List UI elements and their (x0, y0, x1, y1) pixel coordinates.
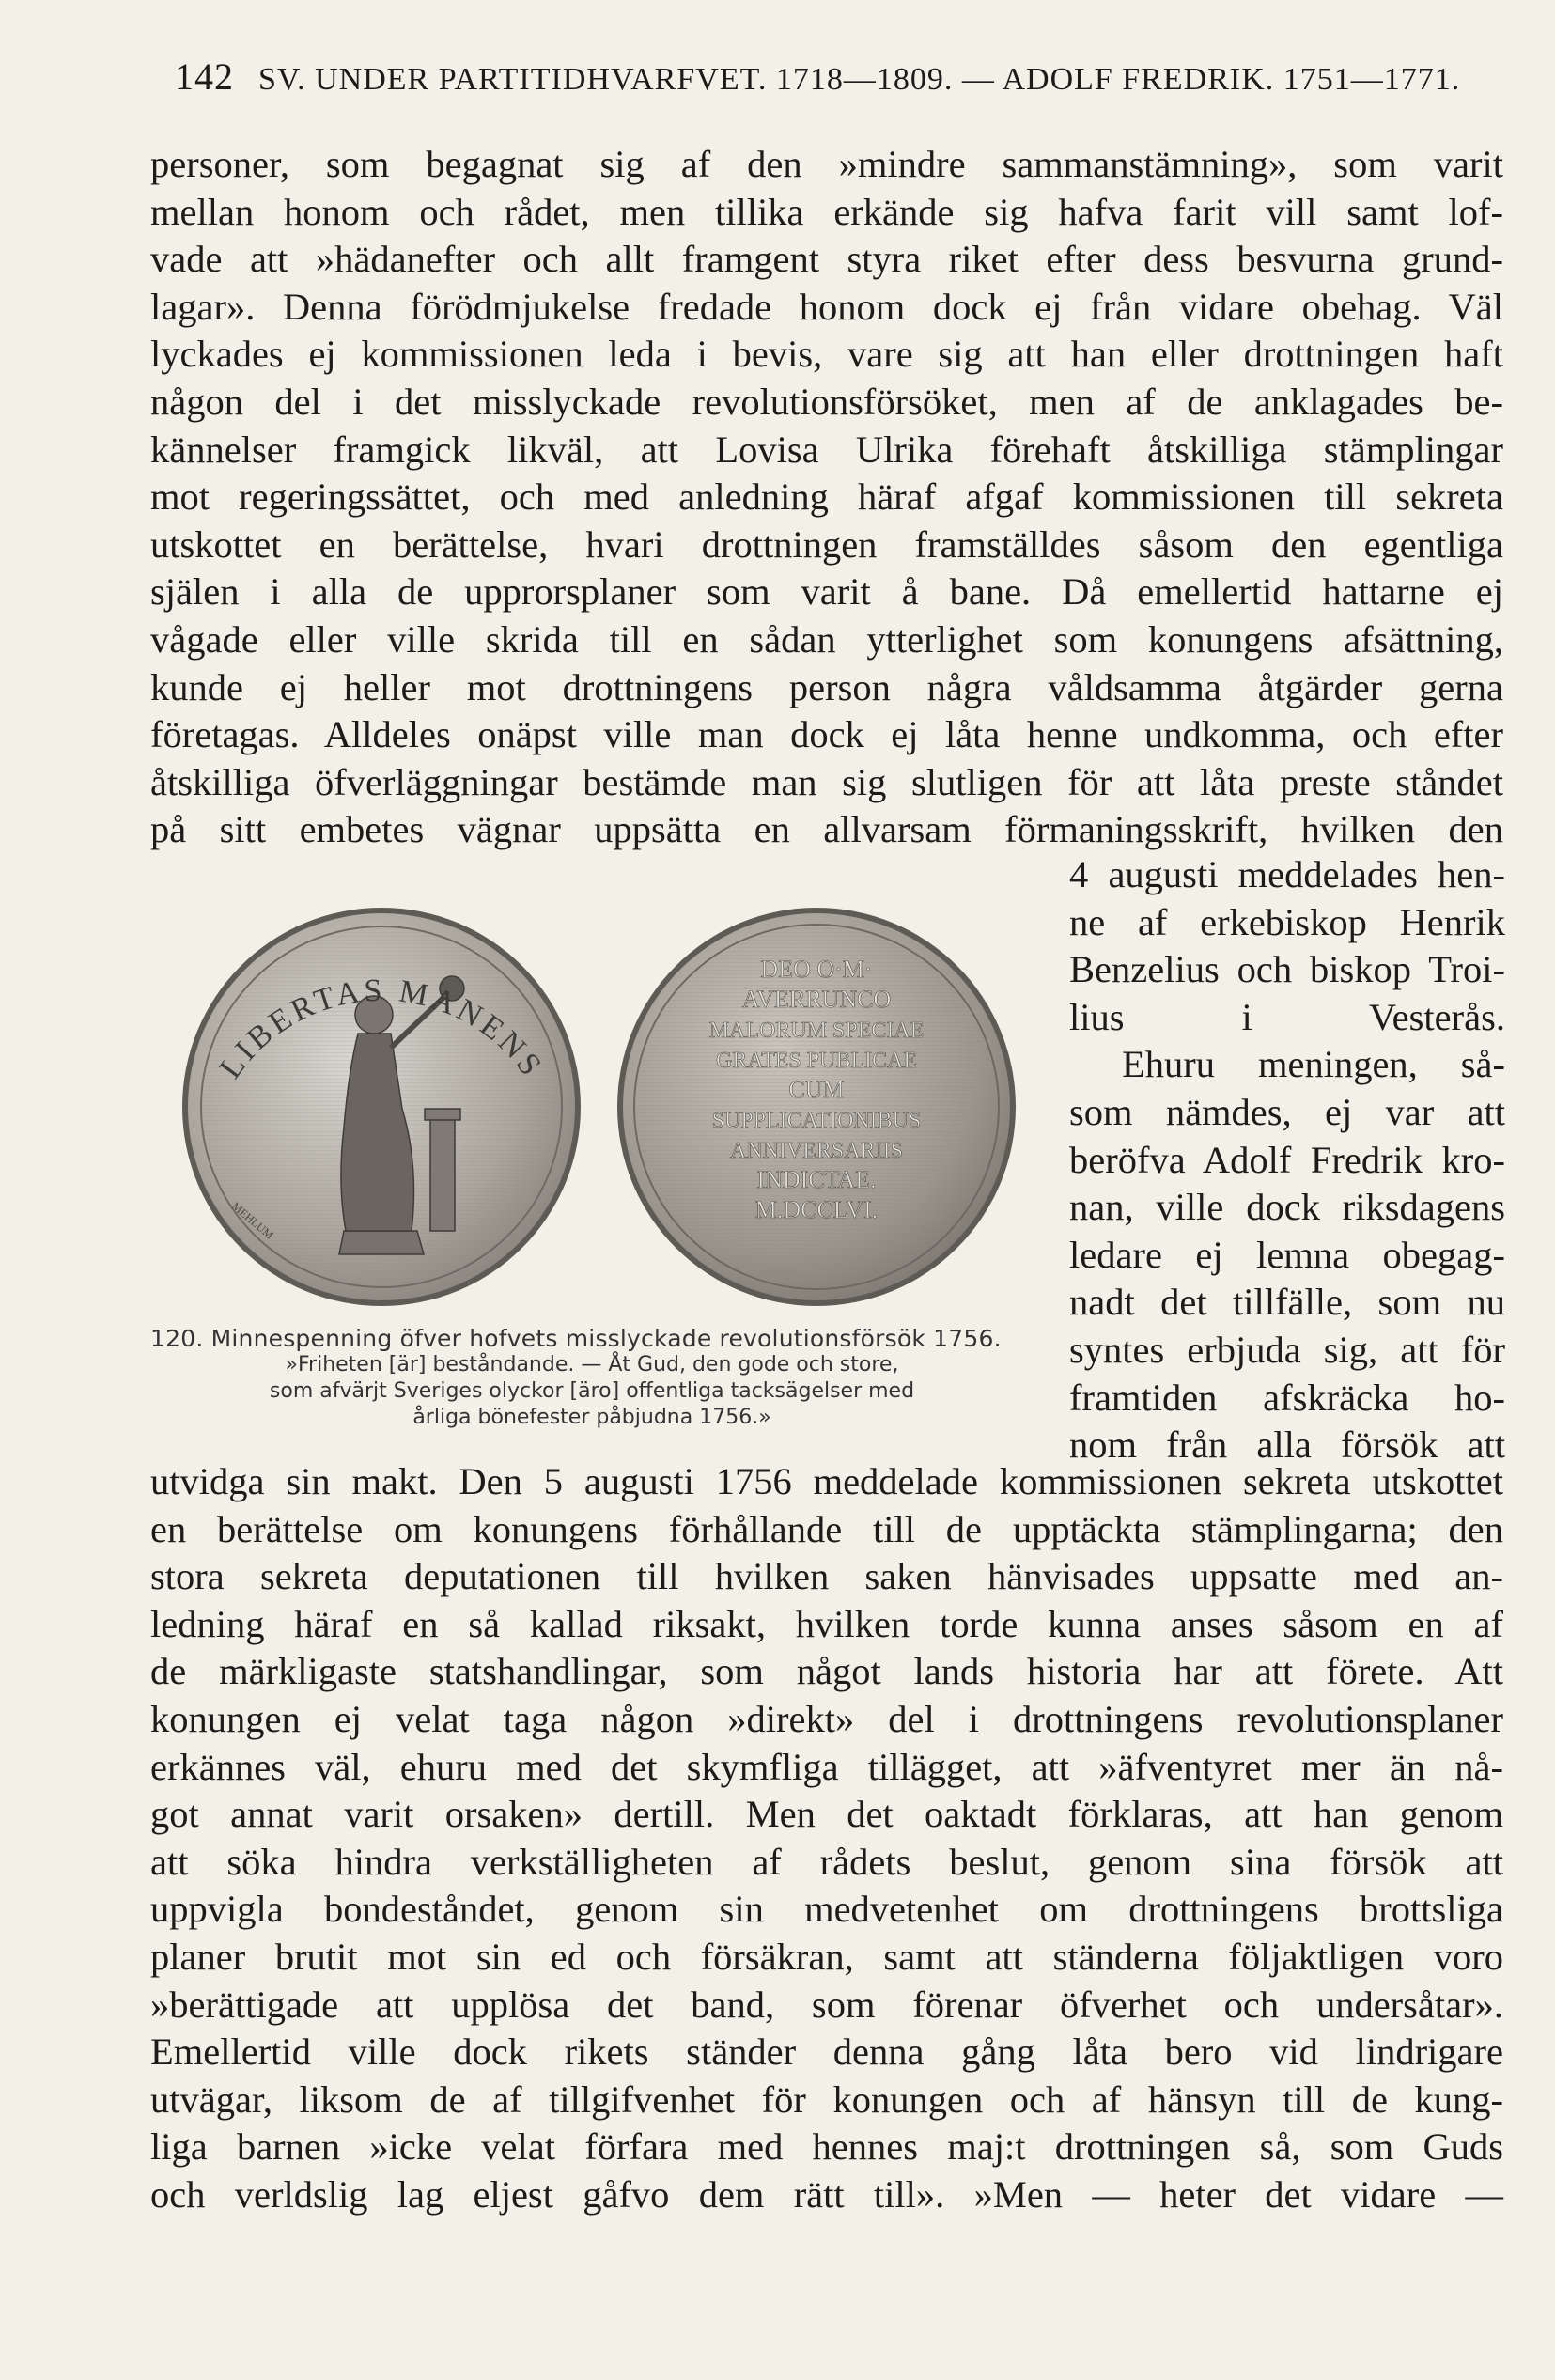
text-line: nadt det tillfälle, som nu (1069, 1281, 1505, 1324)
text-line: företagas. Alldeles onäpst ville man dock ej låta henne undkomma, och efter (150, 713, 1503, 756)
text-line: utskottet en berättelse, hvari drottningen framställdes såsom den egentliga (150, 522, 1503, 566)
text-line: konungen ej velat taga någon »direkt» del i drottningens revolutionsplaner (150, 1697, 1503, 1740)
text-line: Emellertid ville dock rikets ständer denna gång låta bero vid lindrigare (150, 2030, 1503, 2074)
text-line: ledare ej lemna obegag- (1069, 1233, 1505, 1276)
reverse-inscription-line: DEO O·M· (760, 956, 873, 983)
text-line: Benzelius och biskop Troi- (1069, 948, 1505, 991)
text-line: liga barnen »icke velat förfara med hennes maj:t drottningen så, som Guds (150, 2125, 1503, 2169)
body-text-top (150, 141, 1503, 854)
text-line: och verldslig lag eljest gåfvo dem rätt till». »Men — heter det vidare — (150, 2172, 1503, 2216)
reverse-inscription-line: SUPPLICATIONIBUS (711, 1109, 922, 1133)
reverse-inscription-line: INDICTAE. (756, 1166, 877, 1193)
reverse-inscription-line: MALORUM SPECIAE (708, 1019, 925, 1043)
text-line: kunde ej heller mot drottningens person några våldsamma åtgärder gerna (150, 665, 1503, 708)
text-line: »berättigade att upplösa det band, som förenar öfverhet och undersåtar». (150, 1983, 1503, 2026)
text-line: erkännes väl, ehuru med det skymfliga tillägget, att »äfventyret mer än nå- (150, 1745, 1503, 1788)
text-line: ledning häraf en så kallad riksakt, hvilken torde kunna anses såsom en af (150, 1602, 1503, 1645)
text-line: de märkligaste statshandlingar, som något lands historia har att förete. Att (150, 1650, 1503, 1693)
body-text-side (1069, 851, 1505, 1470)
reverse-inscription-line: AVERRUNCO (741, 986, 892, 1013)
medal-obverse (182, 908, 581, 1306)
text-line: åtskilliga öfverläggningar bestämde man sig slutligen för att låta preste ståndet (150, 760, 1503, 803)
text-line: någon del i det misslyckade revolutionsförsöket, men af de anklagades be- (150, 380, 1503, 423)
running-title: SV. UNDER PARTITIDHVARFVET. 1718—1809. — ADOLF FREDRIK. 1751—1771. (258, 62, 1461, 97)
obverse-signature: MEHLUM (229, 1199, 276, 1242)
text-line: vågade eller ville skrida till en sådan ytterlighet som konungens afsättning, (150, 617, 1503, 661)
medal-reverse (617, 908, 1016, 1306)
text-line: framtiden afskräcka ho- (1069, 1376, 1505, 1419)
reverse-inscription-line: ANNIVERSARIIS (729, 1139, 904, 1163)
text-line: kännelser framgick likväl, att Lovisa Ulrika förehaft åtskilliga stämplingar (150, 428, 1503, 471)
text-line: planer brutit mot sin ed och försäkran, samt att ständerna följaktligen voro (150, 1935, 1503, 1978)
page-number: 142 (175, 55, 234, 98)
text-line: vade att »hädanefter och allt framgent styra riket efter dess besvurna grund- (150, 238, 1503, 281)
text-line: utvidga sin makt. Den 5 augusti 1756 meddelade kommissionen sekreta utskottet (150, 1460, 1503, 1502)
text-line: utvägar, liksom de af tillgifvenhet för konungen och af hänsyn till de kung- (150, 2077, 1503, 2121)
text-line: lagar». Denna förödmjukelse fredade honom dock ej från vidare obehag. Väl (150, 285, 1503, 328)
text-line: lyckades ej kommissionen leda i bevis, vare sig att han eller drottningen haft (150, 333, 1503, 376)
text-line: nom från alla försök att (1069, 1423, 1505, 1467)
caption-line: »Friheten [är] beståndande. — Åt Gud, den gode och store, (285, 1353, 899, 1377)
text-line: som nämdes, ej var att (1069, 1090, 1505, 1133)
text-line: mot regeringssättet, och med anledning häraf afgaf kommissionen till sekreta (150, 475, 1503, 519)
text-line: lius i Vesterås. (1069, 995, 1505, 1038)
reverse-inscription-line: GRATES PUBLICAE (715, 1049, 918, 1073)
body-text-bottom (150, 1458, 1503, 2219)
caption-line: årliga bönefester påbjudna 1756.» (412, 1406, 771, 1429)
text-line: att söka hindra verkställigheten af rådets beslut, genom sina försök att (150, 1840, 1503, 1883)
text-line: beröfva Adolf Fredrik kro- (1069, 1138, 1505, 1181)
reverse-inscription-line: M.DCCLVI. (754, 1196, 879, 1223)
caption-line: som afvärjt Sveriges olyckor [äro] offentliga tacksägelser med (269, 1379, 915, 1403)
medal-figure (165, 883, 1049, 1325)
text-line: Ehuru meningen, så- (1122, 1043, 1505, 1086)
caption-quote (150, 1352, 1034, 1431)
text-line: got annat varit orsaken» dertill. Men det oaktadt förklaras, att han genom (150, 1793, 1503, 1836)
text-line: på sitt embetes vägnar uppsätta en allvarsam förmaningsskrift, hvilken den (150, 808, 1503, 851)
text-line: själen i alla de upprorsplaner som varit å bane. Då emellertid hattarne ej (150, 570, 1503, 614)
text-line: en berättelse om konungens förhållande till de upptäckta stämplingarna; den (150, 1507, 1503, 1550)
text-line: ne af erkebiskop Henrik (1069, 900, 1505, 943)
running-header (175, 54, 1507, 99)
figure-caption (150, 1325, 1034, 1431)
text-line: nan, ville dock riksdagens (1069, 1186, 1505, 1229)
text-line: 4 augusti meddelades hen- (1069, 853, 1505, 895)
caption-title: 120. Minnespenning öfver hofvets misslyckade revolutionsförsök 1756. (150, 1325, 1002, 1352)
text-line: stora sekreta deputationen till hvilken saken hänvisades uppsatte med an- (150, 1555, 1503, 1598)
medal-illustration (165, 883, 1049, 1325)
reverse-inscription-line: CUM (788, 1076, 845, 1103)
text-line: personer, som begagnat sig af den »mindre sammanstämning», som varit (150, 143, 1503, 185)
text-line: uppvigla bondeståndet, genom sin medvetenhet om drottningens brottsliga (150, 1888, 1503, 1931)
text-line: syntes erbjuda sig, att för (1069, 1328, 1505, 1371)
obverse-legend: LIBERTAS MANENS (212, 972, 551, 1085)
text-line: mellan honom och rådet, men tillika erkände sig hafva farit vill samt lof- (150, 190, 1503, 233)
